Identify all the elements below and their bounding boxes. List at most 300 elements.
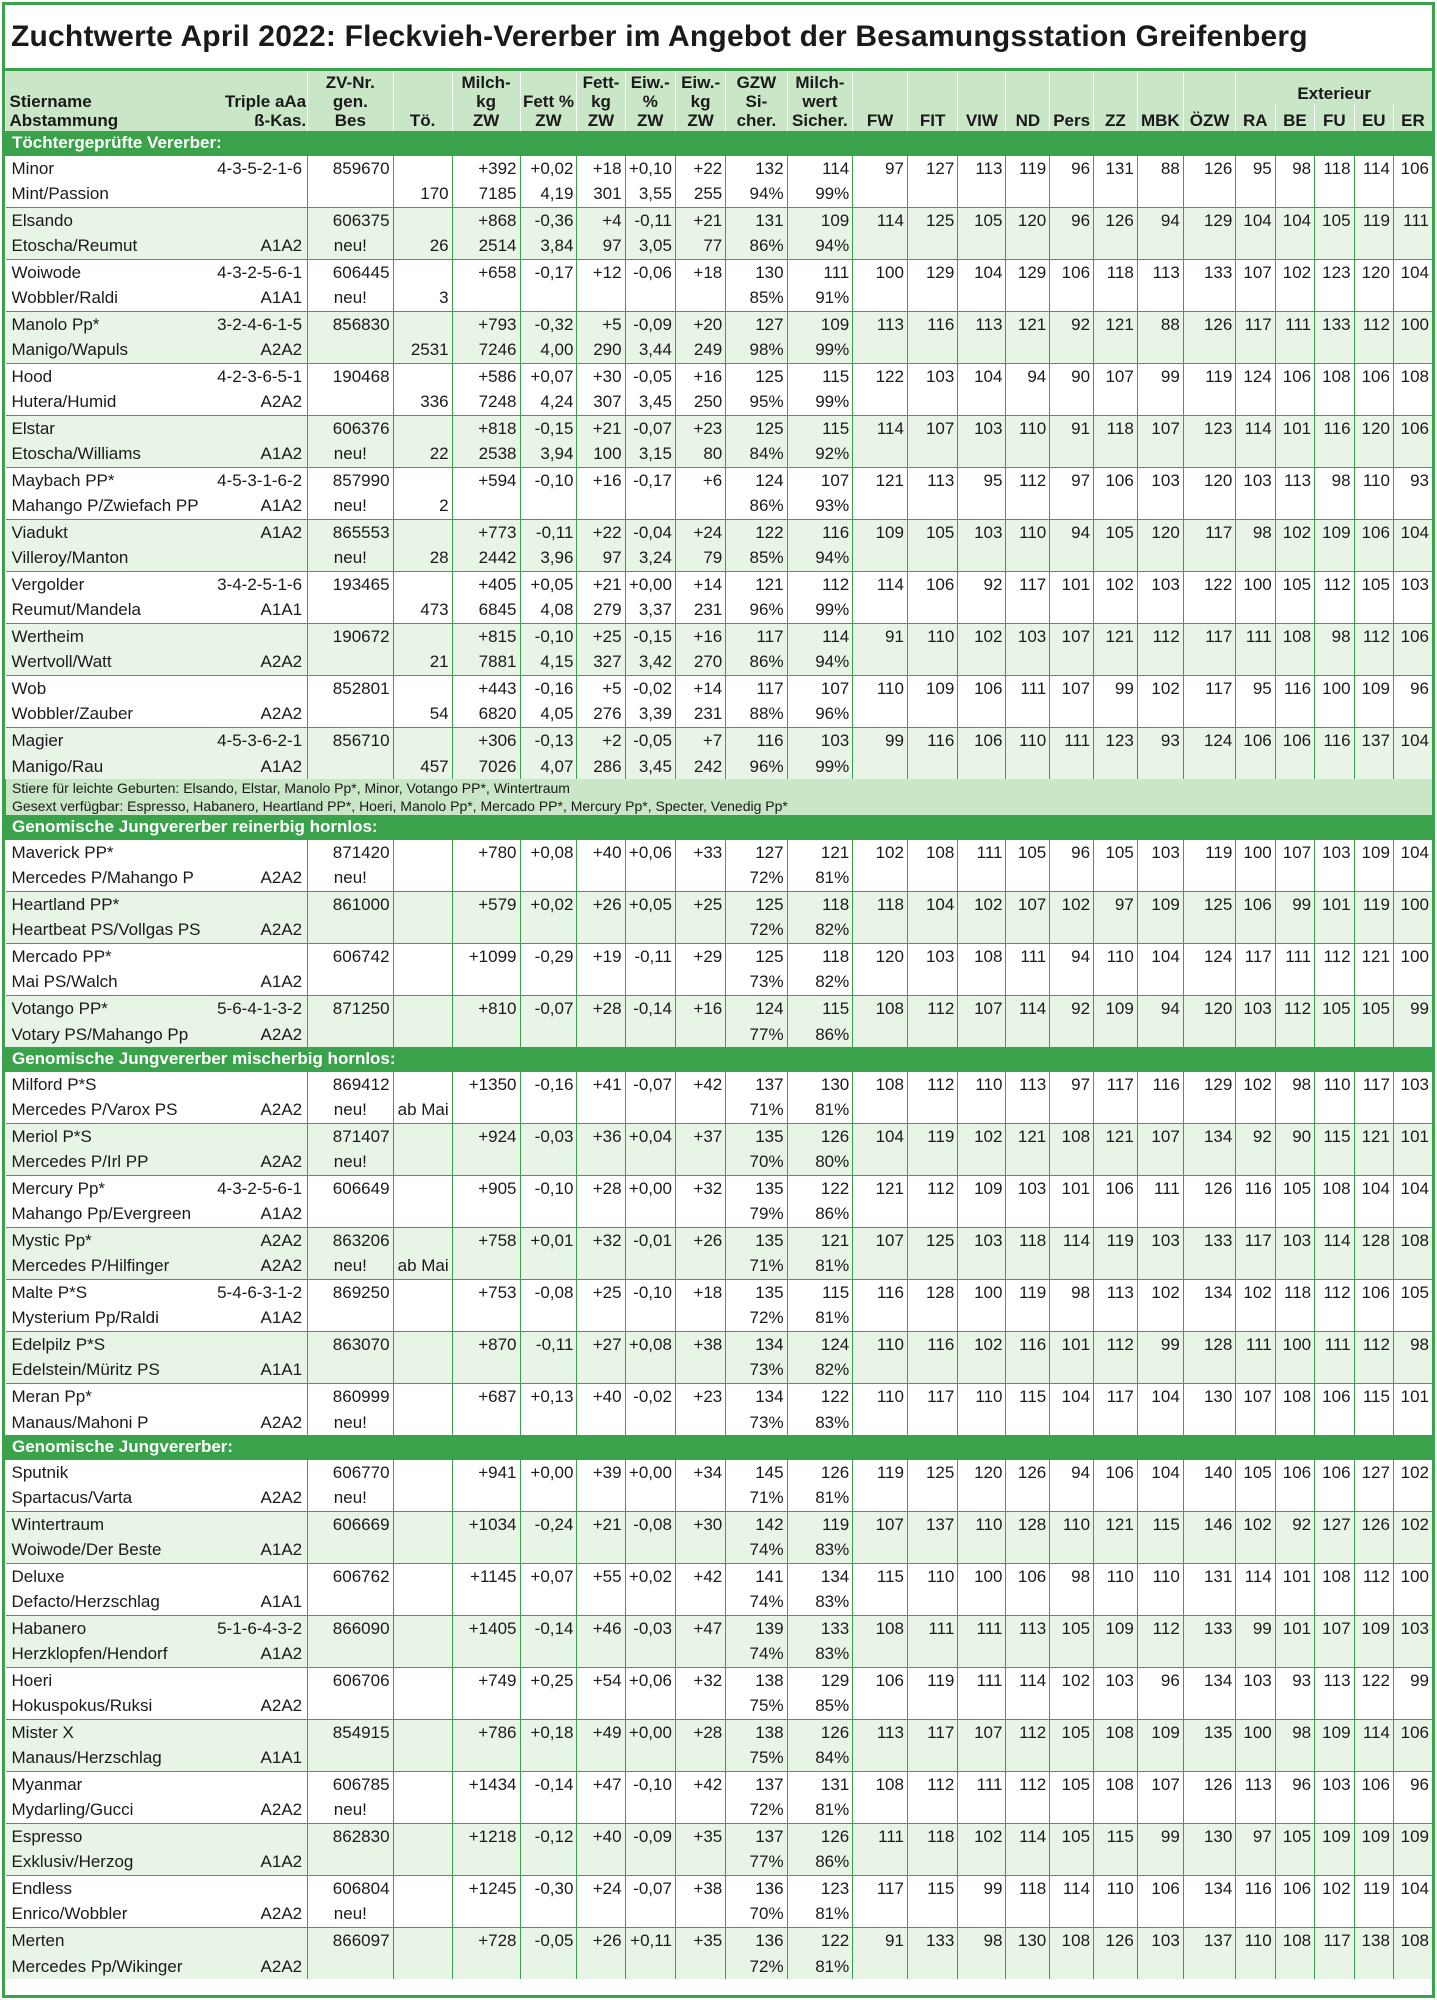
cell-mbk: 107: [1137, 415, 1183, 441]
cell-fw: 113: [853, 1719, 908, 1745]
bull-name: Magier: [11, 730, 64, 750]
cell-mbk: 107: [1137, 1123, 1183, 1149]
cell-fettkg: +28: [577, 995, 625, 1021]
bull-name: Hoeri: [11, 1670, 53, 1690]
cell-fettp2: [520, 1305, 577, 1331]
cell-fit: 106: [907, 571, 957, 597]
cell-fettkg: +47: [577, 1771, 625, 1797]
cell-gzw: 121: [726, 571, 787, 597]
cell-pers: 101: [1050, 1331, 1094, 1357]
cell-milch2: [452, 1953, 520, 1979]
cell-empty: [1006, 1537, 1050, 1563]
cell-toe-empty: [393, 623, 452, 649]
cell-pers: 94: [1050, 1459, 1094, 1485]
cell-empty: [1137, 285, 1183, 311]
cell-er: 100: [1393, 1563, 1432, 1589]
cell-mw2: 99%: [787, 389, 853, 415]
cell-milch: +1218: [452, 1823, 520, 1849]
cell-empty: [1006, 337, 1050, 363]
cell-mbk: 112: [1137, 623, 1183, 649]
cell-mw2: 92%: [787, 441, 853, 467]
cell-viw: 100: [958, 1279, 1006, 1305]
cell-fettkg: +21: [577, 1511, 625, 1537]
cell-gzw2: 73%: [726, 1357, 787, 1383]
bull-pedigree-cell: [6, 337, 308, 363]
cell-empty: [1275, 493, 1314, 519]
cell-zv2: [308, 1305, 393, 1331]
cell-nd: 129: [1006, 259, 1050, 285]
cell-milch2: 6845: [452, 597, 520, 623]
cell-eiwkg2: [675, 1901, 725, 1927]
cell-empty: [1354, 1797, 1393, 1823]
cell-fettp2: 4,05: [520, 701, 577, 727]
cell-zv: 871420: [308, 839, 393, 865]
bull-name: Meran Pp*: [11, 1386, 92, 1406]
cell-zv: 606770: [308, 1459, 393, 1485]
bull-triple: [302, 1384, 304, 1409]
cell-eiwkg: +33: [675, 839, 725, 865]
bull-bkas: [302, 545, 304, 570]
cell-empty: [1393, 1797, 1432, 1823]
bull-pedigree-cell: [6, 233, 308, 259]
cell-fu: 105: [1315, 207, 1354, 233]
cell-empty: [1236, 441, 1275, 467]
cell-oezw: 117: [1183, 519, 1236, 545]
bull-triple: [302, 676, 304, 701]
cell-nd: 121: [1006, 1123, 1050, 1149]
bull-pedigree-line: [12, 1022, 305, 1047]
bull-bkas: A2A2: [260, 392, 303, 412]
cell-mbk: 103: [1137, 1927, 1183, 1953]
bull-name: Hood: [11, 366, 53, 386]
cell-eiwp: +0,08: [625, 1331, 675, 1357]
cell-eiwkg: +34: [675, 1459, 725, 1485]
cell-mw: 122: [787, 1927, 853, 1953]
cell-pers: 105: [1050, 1771, 1094, 1797]
cell-empty: [1006, 1693, 1050, 1719]
cell-mw: 130: [787, 1071, 853, 1097]
cell-empty: [958, 753, 1006, 779]
cell-empty: [1236, 181, 1275, 207]
cell-fettp2: [520, 1693, 577, 1719]
cell-fu: 102: [1315, 1875, 1354, 1901]
cell-oezw: 135: [1183, 1719, 1236, 1745]
cell-eiwkg: +42: [675, 1071, 725, 1097]
cell-fettp: -0,30: [520, 1875, 577, 1901]
cell-gzw2: 85%: [726, 545, 787, 571]
cell-fettp: -0,16: [520, 675, 577, 701]
cell-gzw: 125: [726, 363, 787, 389]
bull-pedigree-cell: [6, 285, 308, 311]
cell-ra: 113: [1236, 1771, 1275, 1797]
cell-mw: 122: [787, 1383, 853, 1409]
cell-er: 100: [1393, 891, 1432, 917]
cell-gzw2: 79%: [726, 1201, 787, 1227]
bull-pedigree: Mydarling/Gucci: [11, 1800, 134, 1820]
bull-pedigree-cell: [6, 441, 308, 467]
cell-fettp: +0,18: [520, 1719, 577, 1745]
cell-eiwp2: [625, 1485, 675, 1511]
cell-empty: [907, 597, 957, 623]
cell-empty: [1354, 917, 1393, 943]
cell-mw2: 82%: [787, 917, 853, 943]
header-exterieur: Exterieur: [1236, 71, 1432, 104]
cell-gzw: 135: [726, 1227, 787, 1253]
cell-fw: 114: [853, 207, 908, 233]
cell-empty: [1094, 917, 1138, 943]
cell-viw: 99: [958, 1875, 1006, 1901]
cell-fw: 113: [853, 311, 908, 337]
cell-empty: [1236, 233, 1275, 259]
cell-mbk: 93: [1137, 727, 1183, 753]
cell-fettkg: +46: [577, 1615, 625, 1641]
cell-empty: [1393, 1485, 1432, 1511]
cell-fit: 105: [907, 519, 957, 545]
cell-nd: 118: [1006, 1875, 1050, 1901]
bull-pedigree-cell: [6, 1797, 308, 1823]
cell-eu: 115: [1354, 1383, 1393, 1409]
cell-eiwp: -0,02: [625, 675, 675, 701]
cell-zv: 190672: [308, 623, 393, 649]
cell-mw: 129: [787, 1667, 853, 1693]
cell-zv2: neu!: [308, 493, 393, 519]
cell-mw: 134: [787, 1563, 853, 1589]
cell-er: 99: [1393, 1667, 1432, 1693]
cell-milch2: 7185: [452, 181, 520, 207]
cell-toe: [393, 1305, 452, 1331]
header-milch: Milch- kg ZW: [452, 71, 520, 131]
cell-gzw: 125: [726, 943, 787, 969]
bull-pedigree-line: [12, 1589, 305, 1614]
breeding-values-sheet: [2, 2, 1435, 1998]
bull-triple: [302, 1720, 304, 1745]
cell-toe-empty: [393, 415, 452, 441]
cell-fu: 113: [1315, 1667, 1354, 1693]
cell-eiwp2: 3,45: [625, 753, 675, 779]
cell-mw: 107: [787, 675, 853, 701]
table-row: [6, 1175, 1433, 1201]
cell-pers: 101: [1050, 571, 1094, 597]
cell-eiwp2: 3,42: [625, 649, 675, 675]
bull-name-line: [12, 416, 305, 441]
cell-fettkg: +41: [577, 1071, 625, 1097]
cell-empty: [1137, 1589, 1183, 1615]
cell-gzw: 116: [726, 727, 787, 753]
cell-eu: 109: [1354, 1823, 1393, 1849]
cell-zz: 123: [1094, 727, 1138, 753]
cell-eu: 119: [1354, 891, 1393, 917]
cell-ra: 104: [1236, 207, 1275, 233]
cell-ra: 98: [1236, 519, 1275, 545]
bull-pedigree-cell: [6, 649, 308, 675]
cell-empty: [1050, 545, 1094, 571]
bull-name-cell: [6, 1383, 308, 1409]
cell-mbk: 112: [1137, 1615, 1183, 1641]
table-row: [6, 675, 1433, 701]
bull-bkas: A2A2: [260, 1412, 303, 1432]
cell-eu: 127: [1354, 1459, 1393, 1485]
section-header-row: [6, 131, 1433, 155]
cell-eiwkg2: 77: [675, 233, 725, 259]
section-header-row: [6, 1435, 1433, 1459]
cell-eiwkg2: 242: [675, 753, 725, 779]
cell-empty: [1050, 865, 1094, 891]
cell-fettkg2: 301: [577, 181, 625, 207]
cell-zz: 117: [1094, 1383, 1138, 1409]
cell-be: 108: [1275, 623, 1314, 649]
cell-ra: 114: [1236, 415, 1275, 441]
cell-empty: [1393, 865, 1432, 891]
cell-empty: [1094, 1953, 1138, 1979]
cell-gzw2: 85%: [726, 285, 787, 311]
bull-bkas: A1A1: [260, 1360, 303, 1380]
cell-be: 105: [1275, 1823, 1314, 1849]
cell-zv: 856830: [308, 311, 393, 337]
cell-eiwkg2: [675, 1745, 725, 1771]
cell-mbk: 116: [1137, 1071, 1183, 1097]
cell-mbk: 113: [1137, 259, 1183, 285]
cell-empty: [1236, 1589, 1275, 1615]
cell-empty: [1315, 649, 1354, 675]
cell-mw2: 99%: [787, 597, 853, 623]
cell-viw: 104: [958, 259, 1006, 285]
bull-pedigree: Exklusiv/Herzog: [11, 1852, 134, 1872]
cell-fettp: -0,32: [520, 311, 577, 337]
cell-empty: [1236, 1693, 1275, 1719]
cell-fettkg: +21: [577, 415, 625, 441]
cell-viw: 108: [958, 943, 1006, 969]
cell-empty: [1275, 1253, 1314, 1279]
cell-fettkg: +25: [577, 623, 625, 649]
cell-empty: [1393, 337, 1432, 363]
cell-empty: [1315, 1589, 1354, 1615]
cell-fw: 119: [853, 1459, 908, 1485]
cell-mbk: 104: [1137, 1383, 1183, 1409]
cell-empty: [1393, 1253, 1432, 1279]
cell-empty: [1137, 1305, 1183, 1331]
cell-viw: 110: [958, 1071, 1006, 1097]
bull-name-line: [12, 624, 305, 649]
cell-ra: 106: [1236, 727, 1275, 753]
cell-gzw2: 88%: [726, 701, 787, 727]
cell-empty: [1236, 597, 1275, 623]
cell-nd: 111: [1006, 943, 1050, 969]
cell-fettp: +0,08: [520, 839, 577, 865]
cell-zv: 871250: [308, 995, 393, 1021]
header-eiwkg: Eiw.- kg ZW: [675, 71, 725, 131]
cell-be: 98: [1275, 155, 1314, 181]
cell-fw: 116: [853, 1279, 908, 1305]
cell-empty: [907, 1305, 957, 1331]
cell-pers: 97: [1050, 1071, 1094, 1097]
cell-pers: 91: [1050, 415, 1094, 441]
cell-empty: [1094, 337, 1138, 363]
cell-fettkg: +55: [577, 1563, 625, 1589]
cell-empty: [1006, 701, 1050, 727]
cell-viw: 103: [958, 519, 1006, 545]
cell-eiwkg2: [675, 1021, 725, 1047]
cell-be: 106: [1275, 1459, 1314, 1485]
bull-triple: [302, 1124, 304, 1149]
cell-pers: 98: [1050, 1563, 1094, 1589]
cell-empty: [907, 1641, 957, 1667]
cell-gzw2: 72%: [726, 1797, 787, 1823]
cell-oezw: 130: [1183, 1823, 1236, 1849]
cell-empty: [1354, 1305, 1393, 1331]
cell-eiwkg2: [675, 493, 725, 519]
table-row: [6, 865, 1433, 891]
bull-bkas: [302, 181, 304, 206]
bull-name-cell: [6, 1719, 308, 1745]
cell-empty: [1275, 1745, 1314, 1771]
cell-eiwkg: +18: [675, 1279, 725, 1305]
cell-ra: 111: [1236, 623, 1275, 649]
cell-toe-empty: [393, 1511, 452, 1537]
cell-empty: [1393, 285, 1432, 311]
cell-fettp: -0,36: [520, 207, 577, 233]
cell-empty: [958, 1097, 1006, 1123]
cell-eiwkg2: [675, 1797, 725, 1823]
cell-viw: 104: [958, 363, 1006, 389]
cell-empty: [958, 285, 1006, 311]
cell-mw2: 99%: [787, 337, 853, 363]
cell-empty: [1275, 1357, 1314, 1383]
cell-empty: [1183, 389, 1236, 415]
cell-fit: 116: [907, 1331, 957, 1357]
cell-empty: [1094, 1149, 1138, 1175]
cell-fettkg2: [577, 1901, 625, 1927]
cell-fettkg: +19: [577, 943, 625, 969]
cell-eiwp2: [625, 917, 675, 943]
cell-toe-empty: [393, 155, 452, 181]
cell-fettp2: [520, 1901, 577, 1927]
cell-empty: [853, 917, 908, 943]
cell-oezw: 126: [1183, 1175, 1236, 1201]
bull-name-line: [12, 1876, 305, 1901]
cell-fw: 104: [853, 1123, 908, 1149]
table-row: [6, 285, 1433, 311]
cell-empty: [1315, 1849, 1354, 1875]
cell-empty: [1393, 1021, 1432, 1047]
bull-pedigree: Manaus/Herzschlag: [11, 1748, 162, 1768]
cell-fw: 99: [853, 727, 908, 753]
cell-mw: 111: [787, 259, 853, 285]
cell-empty: [1137, 753, 1183, 779]
bull-triple: 5-4-6-3-1-2: [217, 1282, 303, 1302]
cell-empty: [1315, 969, 1354, 995]
cell-empty: [1050, 701, 1094, 727]
cell-milch: +586: [452, 363, 520, 389]
cell-toe-empty: [393, 363, 452, 389]
bull-name-cell: [6, 1279, 308, 1305]
cell-toe: [393, 1149, 452, 1175]
bull-name-cell: [6, 1927, 308, 1953]
cell-empty: [1275, 1149, 1314, 1175]
cell-empty: [958, 1021, 1006, 1047]
cell-empty: [1094, 1409, 1138, 1435]
bull-pedigree-line: [12, 1410, 305, 1435]
cell-oezw: 117: [1183, 675, 1236, 701]
cell-toe: [393, 969, 452, 995]
bull-name: Woiwode: [11, 262, 82, 282]
cell-gzw2: 73%: [726, 969, 787, 995]
cell-empty: [1006, 1901, 1050, 1927]
cell-gzw2: 73%: [726, 1409, 787, 1435]
cell-milch: +815: [452, 623, 520, 649]
cell-fettp: -0,10: [520, 1175, 577, 1201]
cell-fettkg: +26: [577, 1927, 625, 1953]
table-row: [6, 441, 1433, 467]
cell-fu: 116: [1315, 727, 1354, 753]
cell-eiwp2: [625, 1953, 675, 1979]
cell-gzw2: 71%: [726, 1485, 787, 1511]
cell-nd: 118: [1006, 1227, 1050, 1253]
cell-ra: 95: [1236, 675, 1275, 701]
cell-empty: [1315, 1745, 1354, 1771]
cell-fettp2: [520, 1409, 577, 1435]
cell-eiwp2: [625, 285, 675, 311]
bull-pedigree-cell: [6, 1409, 308, 1435]
cell-empty: [958, 1253, 1006, 1279]
bull-bkas: A2A2: [260, 1024, 303, 1044]
cell-empty: [1094, 285, 1138, 311]
cell-viw: 92: [958, 571, 1006, 597]
cell-fu: 127: [1315, 1511, 1354, 1537]
cell-eiwkg: +7: [675, 727, 725, 753]
cell-er: 102: [1393, 1459, 1432, 1485]
cell-mw: 118: [787, 891, 853, 917]
cell-fit: 109: [907, 675, 957, 701]
bull-triple: [302, 1512, 304, 1537]
bull-name: Mercury Pp*: [11, 1178, 106, 1198]
cell-empty: [1393, 1097, 1432, 1123]
cell-eiwp2: 3,05: [625, 233, 675, 259]
cell-empty: [1315, 181, 1354, 207]
cell-pers: 107: [1050, 623, 1094, 649]
cell-fettp2: [520, 493, 577, 519]
cell-ra: 110: [1236, 1927, 1275, 1953]
bull-pedigree-cell: [6, 701, 308, 727]
cell-empty: [1236, 1021, 1275, 1047]
cell-empty: [853, 181, 908, 207]
cell-empty: [1183, 1589, 1236, 1615]
cell-empty: [907, 753, 957, 779]
cell-pers: 105: [1050, 1823, 1094, 1849]
table-row: [6, 1797, 1433, 1823]
bull-bkas: A2A2: [260, 704, 303, 724]
bull-pedigree-line: [12, 545, 305, 570]
cell-eiwkg2: [675, 1693, 725, 1719]
cell-eiwp2: 3,37: [625, 597, 675, 623]
cell-empty: [1050, 1953, 1094, 1979]
cell-fettkg: +24: [577, 1875, 625, 1901]
cell-be: 98: [1275, 1719, 1314, 1745]
cell-empty: [1393, 1201, 1432, 1227]
bull-bkas: A1A1: [260, 1748, 303, 1768]
cell-gzw: 137: [726, 1823, 787, 1849]
cell-fettp2: [520, 1589, 577, 1615]
cell-nd: 114: [1006, 1823, 1050, 1849]
cell-toe: [393, 1589, 452, 1615]
cell-fettp2: [520, 1849, 577, 1875]
cell-oezw: 137: [1183, 1927, 1236, 1953]
cell-empty: [1050, 1409, 1094, 1435]
cell-er: 105: [1393, 1279, 1432, 1305]
cell-toe-empty: [393, 259, 452, 285]
cell-empty: [1094, 1537, 1138, 1563]
bull-name: Heartland PP*: [11, 894, 120, 914]
cell-pers: 96: [1050, 155, 1094, 181]
